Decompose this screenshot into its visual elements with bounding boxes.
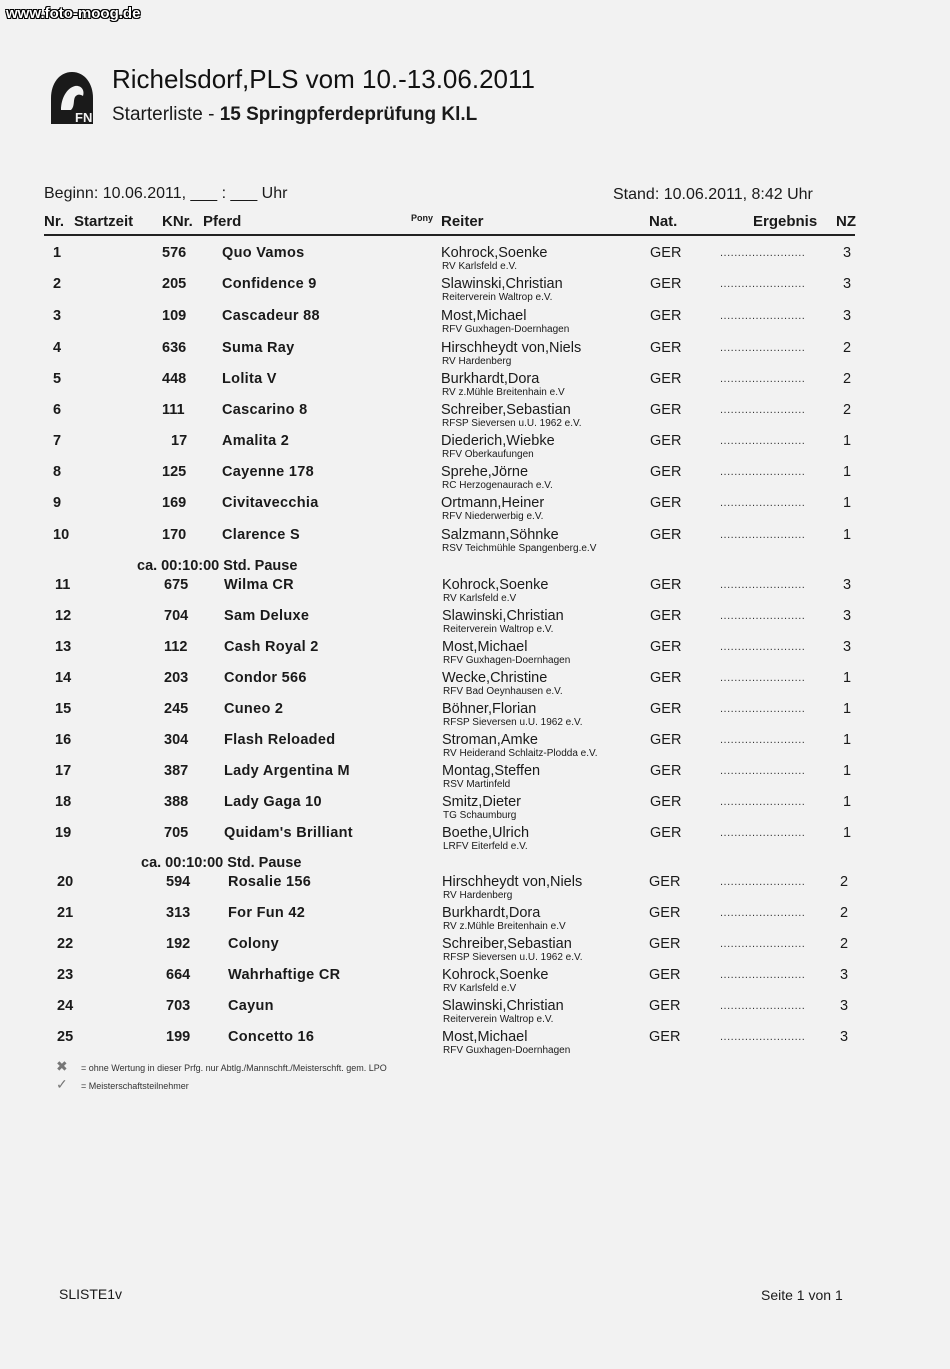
row-club: RV Karlsfeld e.V <box>443 593 517 604</box>
row-club: RV Hardenberg <box>442 356 512 367</box>
row-nz: 3 <box>840 1029 849 1045</box>
row-knr: 448 <box>162 371 187 387</box>
col-header-nat: Nat. <box>649 213 678 230</box>
row-nr: 16 <box>55 732 72 748</box>
col-header-ergebnis: Ergebnis <box>753 213 818 230</box>
row-nat: GER <box>650 794 682 810</box>
row-nz: 2 <box>840 905 849 921</box>
row-rider: Kohrock,Soenke <box>441 245 548 261</box>
row-nz: 3 <box>843 276 852 292</box>
row-knr: 245 <box>164 701 189 717</box>
row-knr: 169 <box>162 495 187 511</box>
row-rider: Stroman,Amke <box>442 732 538 748</box>
row-knr: 192 <box>166 936 191 952</box>
row-nr: 18 <box>55 794 72 810</box>
row-nz: 1 <box>843 763 852 779</box>
row-horse: Clarence S <box>222 527 300 543</box>
legend-line-2: = Meisterschaftsteilnehmer <box>81 1081 189 1091</box>
col-header-reiter: Reiter <box>441 213 484 230</box>
row-nat: GER <box>649 874 681 890</box>
row-horse: Colony <box>228 936 279 952</box>
row-club: RV Karlsfeld e.V <box>443 983 517 994</box>
row-knr: 125 <box>162 464 187 480</box>
row-rider: Böhner,Florian <box>442 701 537 717</box>
row-horse: Amalita 2 <box>222 433 290 449</box>
row-rider: Slawinski,Christian <box>441 276 563 292</box>
row-club: Reiterverein Waltrop e.V. <box>442 292 553 303</box>
col-header-nr: Nr. <box>44 213 65 230</box>
row-nz: 3 <box>843 245 852 261</box>
row-knr: 704 <box>164 608 189 624</box>
row-horse: Cash Royal 2 <box>224 639 319 655</box>
row-nat: GER <box>649 1029 681 1045</box>
row-result-placeholder: ........................ <box>720 579 806 591</box>
row-nr: 9 <box>53 495 62 511</box>
row-nr: 3 <box>53 308 62 324</box>
row-knr: 304 <box>164 732 189 748</box>
row-nat: GER <box>650 577 682 593</box>
row-horse: Lady Argentina M <box>224 763 350 779</box>
row-nr: 11 <box>55 577 71 593</box>
fn-logo-icon <box>47 70 97 126</box>
row-horse: Cascarino 8 <box>222 402 308 418</box>
row-rider: Most,Michael <box>442 639 528 655</box>
page-title: Richelsdorf,PLS vom 10.-13.06.2011 <box>112 64 535 94</box>
row-nz: 1 <box>843 825 852 841</box>
row-nz: 1 <box>843 670 852 686</box>
row-club: RV Heiderand Schlaitz-Plodda e.V. <box>443 748 598 759</box>
row-nr: 20 <box>57 874 74 890</box>
row-nr: 14 <box>55 670 72 686</box>
row-horse: Rosalie 156 <box>228 874 312 890</box>
row-horse: Flash Reloaded <box>224 732 336 748</box>
row-nat: GER <box>649 905 681 921</box>
row-club: RV Karlsfeld e.V. <box>442 261 518 272</box>
row-horse: Cascadeur 88 <box>222 308 320 324</box>
row-result-placeholder: ........................ <box>720 435 806 447</box>
row-result-placeholder: ........................ <box>720 938 806 950</box>
row-rider: Kohrock,Soenke <box>442 967 549 983</box>
row-rider: Hirschheydt von,Niels <box>442 874 583 890</box>
row-club: RFV Guxhagen-Doernhagen <box>443 1045 571 1056</box>
start-info: Beginn: 10.06.2011, ___ : ___ Uhr <box>44 185 288 202</box>
row-result-placeholder: ........................ <box>720 827 806 839</box>
row-nz: 3 <box>843 608 852 624</box>
row-rider: Kohrock,Soenke <box>442 577 549 593</box>
row-rider: Sprehe,Jörne <box>441 464 529 480</box>
row-knr: 112 <box>164 639 188 655</box>
row-club: RFV Bad Oeynhausen e.V. <box>443 686 563 697</box>
row-knr: 205 <box>162 276 187 292</box>
row-result-placeholder: ........................ <box>720 907 806 919</box>
row-rider: Burkhardt,Dora <box>442 905 541 921</box>
row-club: RV Hardenberg <box>443 890 513 901</box>
pause-note: ca. 00:10:00 Std. Pause <box>137 558 298 574</box>
row-club: RFSP Sieversen u.U. 1962 e.V. <box>443 717 583 728</box>
row-horse: Suma Ray <box>222 340 295 356</box>
row-result-placeholder: ........................ <box>720 641 806 653</box>
row-horse: Confidence 9 <box>222 276 317 292</box>
row-nz: 1 <box>843 794 852 810</box>
row-result-placeholder: ........................ <box>720 969 806 981</box>
row-nr: 19 <box>55 825 72 841</box>
subtitle-prefix: Starterliste - <box>112 104 220 125</box>
row-nr: 7 <box>53 433 62 449</box>
row-nat: GER <box>650 402 682 418</box>
row-club: RSV Martinfeld <box>443 779 511 790</box>
row-club: RFV Niederwerbig e.V. <box>442 511 544 522</box>
row-nr: 5 <box>53 371 62 387</box>
row-rider: Slawinski,Christian <box>442 998 564 1014</box>
row-nr: 25 <box>57 1029 74 1045</box>
row-horse: Civitavecchia <box>222 495 319 511</box>
row-horse: Wahrhaftige CR <box>228 967 341 983</box>
row-nz: 1 <box>843 527 852 543</box>
row-horse: For Fun 42 <box>228 905 306 921</box>
row-rider: Most,Michael <box>442 1029 528 1045</box>
row-club: LRFV Eiterfeld e.V. <box>443 841 528 852</box>
row-knr: 109 <box>162 308 187 324</box>
row-knr: 636 <box>162 340 187 356</box>
row-result-placeholder: ........................ <box>720 373 806 385</box>
row-result-placeholder: ........................ <box>720 497 806 509</box>
row-nr: 13 <box>55 639 72 655</box>
row-rider: Slawinski,Christian <box>442 608 564 624</box>
row-knr: 170 <box>162 527 187 543</box>
row-result-placeholder: ........................ <box>720 342 806 354</box>
row-nat: GER <box>650 495 682 511</box>
row-club: RFV Guxhagen-Doernhagen <box>443 655 571 666</box>
row-club: RSV Teichmühle Spangenberg.e.V <box>442 543 597 554</box>
row-nz: 2 <box>843 371 852 387</box>
footer-form-id: SLISTE1v <box>59 1286 123 1302</box>
row-result-placeholder: ........................ <box>720 734 806 746</box>
row-nat: GER <box>650 670 682 686</box>
row-nat: GER <box>650 371 682 387</box>
svg-text:FN: FN <box>75 110 93 125</box>
row-rider: Ortmann,Heiner <box>441 495 545 511</box>
row-nat: GER <box>650 276 682 292</box>
row-club: RV z.Mühle Breitenhain e.V <box>442 387 565 398</box>
row-result-placeholder: ........................ <box>720 610 806 622</box>
row-club: TG Schaumburg <box>443 810 517 821</box>
row-rider: Schreiber,Sebastian <box>442 936 572 952</box>
row-horse: Concetto 16 <box>228 1029 315 1045</box>
row-nr: 23 <box>57 967 74 983</box>
row-knr: 664 <box>166 967 191 983</box>
row-nz: 2 <box>843 402 852 418</box>
row-nat: GER <box>650 825 682 841</box>
header-divider <box>44 234 855 236</box>
row-nz: 2 <box>843 340 852 356</box>
row-rider: Most,Michael <box>441 308 527 324</box>
row-knr: 17 <box>171 433 188 449</box>
row-knr: 199 <box>166 1029 191 1045</box>
row-knr: 675 <box>164 577 189 593</box>
cross-icon: ✖ <box>56 1058 68 1074</box>
row-horse: Lolita V <box>222 371 277 387</box>
row-club: Reiterverein Waltrop e.V. <box>443 624 554 635</box>
row-nat: GER <box>650 245 682 261</box>
row-horse: Wilma CR <box>224 577 294 593</box>
row-result-placeholder: ........................ <box>720 672 806 684</box>
row-knr: 388 <box>164 794 189 810</box>
row-nr: 21 <box>57 905 74 921</box>
row-club: RFV Oberkaufungen <box>442 449 534 460</box>
col-header-pferd: Pferd <box>203 213 242 230</box>
row-knr: 313 <box>166 905 191 921</box>
row-horse: Cuneo 2 <box>224 701 284 717</box>
footer-page-number: Seite 1 von 1 <box>761 1287 843 1303</box>
row-result-placeholder: ........................ <box>720 247 806 259</box>
row-result-placeholder: ........................ <box>720 765 806 777</box>
row-nat: GER <box>650 308 682 324</box>
row-rider: Montag,Steffen <box>442 763 541 779</box>
competition-name: 15 Springpferdeprüfung Kl.L <box>219 104 478 125</box>
col-header-startzeit: Startzeit <box>74 213 134 230</box>
row-nz: 1 <box>843 464 852 480</box>
row-horse: Lady Gaga 10 <box>224 794 322 810</box>
row-horse: Condor 566 <box>224 670 307 686</box>
row-nz: 3 <box>840 967 849 983</box>
row-rider: Salzmann,Söhnke <box>441 527 559 543</box>
row-nz: 3 <box>840 998 849 1014</box>
row-horse: Quidam's Brilliant <box>224 825 353 841</box>
row-nz: 2 <box>840 874 849 890</box>
row-result-placeholder: ........................ <box>720 466 806 478</box>
row-rider: Burkhardt,Dora <box>441 371 540 387</box>
check-icon: ✓ <box>56 1076 68 1092</box>
row-result-placeholder: ........................ <box>720 310 806 322</box>
row-horse: Cayun <box>228 998 274 1014</box>
row-nat: GER <box>649 936 681 952</box>
row-nr: 8 <box>53 464 62 480</box>
row-club: RV z.Mühle Breitenhain e.V <box>443 921 566 932</box>
row-nr: 10 <box>53 527 70 543</box>
row-nz: 1 <box>843 433 852 449</box>
row-nr: 24 <box>57 998 74 1014</box>
page-subtitle <box>112 104 477 126</box>
row-nat: GER <box>650 732 682 748</box>
row-knr: 594 <box>166 874 191 890</box>
row-nr: 22 <box>57 936 74 952</box>
row-club: RC Herzogenaurach e.V. <box>442 480 553 491</box>
col-header-nz: NZ <box>836 213 856 230</box>
row-rider: Smitz,Dieter <box>442 794 521 810</box>
row-rider: Hirschheydt von,Niels <box>441 340 582 356</box>
row-club: Reiterverein Waltrop e.V. <box>443 1014 554 1025</box>
row-nz: 1 <box>843 495 852 511</box>
row-nat: GER <box>650 608 682 624</box>
row-club: RFSP Sieversen u.U. 1962 e.V. <box>442 418 582 429</box>
row-nat: GER <box>650 340 682 356</box>
row-knr: 203 <box>164 670 189 686</box>
row-knr: 576 <box>162 245 187 261</box>
row-club: RFSP Sieversen u.U. 1962 e.V. <box>443 952 583 963</box>
row-nr: 17 <box>55 763 72 779</box>
row-nr: 1 <box>53 245 62 261</box>
row-result-placeholder: ........................ <box>720 703 806 715</box>
row-nz: 3 <box>843 308 852 324</box>
row-result-placeholder: ........................ <box>720 1000 806 1012</box>
row-nr: 4 <box>53 340 62 356</box>
row-nat: GER <box>650 433 682 449</box>
row-nat: GER <box>649 967 681 983</box>
row-nat: GER <box>650 701 682 717</box>
pause-note: ca. 00:10:00 Std. Pause <box>141 855 302 871</box>
row-nr: 6 <box>53 402 62 418</box>
row-knr: 387 <box>164 763 189 779</box>
status-timestamp: Stand: 10.06.2011, 8:42 Uhr <box>613 186 813 203</box>
row-result-placeholder: ........................ <box>720 278 806 290</box>
row-nr: 2 <box>53 276 62 292</box>
row-nr: 12 <box>55 608 72 624</box>
row-result-placeholder: ........................ <box>720 876 806 888</box>
row-horse: Cayenne 178 <box>222 464 314 480</box>
row-rider: Diederich,Wiebke <box>441 433 555 449</box>
row-rider: Schreiber,Sebastian <box>441 402 571 418</box>
row-horse: Quo Vamos <box>222 245 305 261</box>
watermark: www.foto-moog.de <box>6 5 141 22</box>
row-result-placeholder: ........................ <box>720 404 806 416</box>
row-result-placeholder: ........................ <box>720 529 806 541</box>
row-club: RFV Guxhagen-Doernhagen <box>442 324 570 335</box>
row-result-placeholder: ........................ <box>720 796 806 808</box>
row-knr: 703 <box>166 998 191 1014</box>
row-nat: GER <box>650 639 682 655</box>
row-rider: Boethe,Ulrich <box>442 825 530 841</box>
row-horse: Sam Deluxe <box>224 608 310 624</box>
row-nz: 3 <box>843 577 852 593</box>
row-result-placeholder: ........................ <box>720 1031 806 1043</box>
col-header-pony: Pony <box>411 213 434 223</box>
row-nat: GER <box>650 464 682 480</box>
row-nz: 2 <box>840 936 849 952</box>
legend-line-1: = ohne Wertung in dieser Prfg. nur Abtlg./Mannschft./Meisterschft. gem. LPO <box>81 1063 387 1073</box>
row-rider: Wecke,Christine <box>442 670 548 686</box>
row-knr: 705 <box>164 825 189 841</box>
row-nz: 1 <box>843 732 852 748</box>
row-nat: GER <box>650 527 682 543</box>
col-header-knr: KNr. <box>162 213 193 230</box>
row-knr: 111 <box>162 402 185 418</box>
row-nr: 15 <box>55 701 72 717</box>
row-nat: GER <box>649 998 681 1014</box>
row-nat: GER <box>650 763 682 779</box>
row-nz: 3 <box>843 639 852 655</box>
row-nz: 1 <box>843 701 852 717</box>
